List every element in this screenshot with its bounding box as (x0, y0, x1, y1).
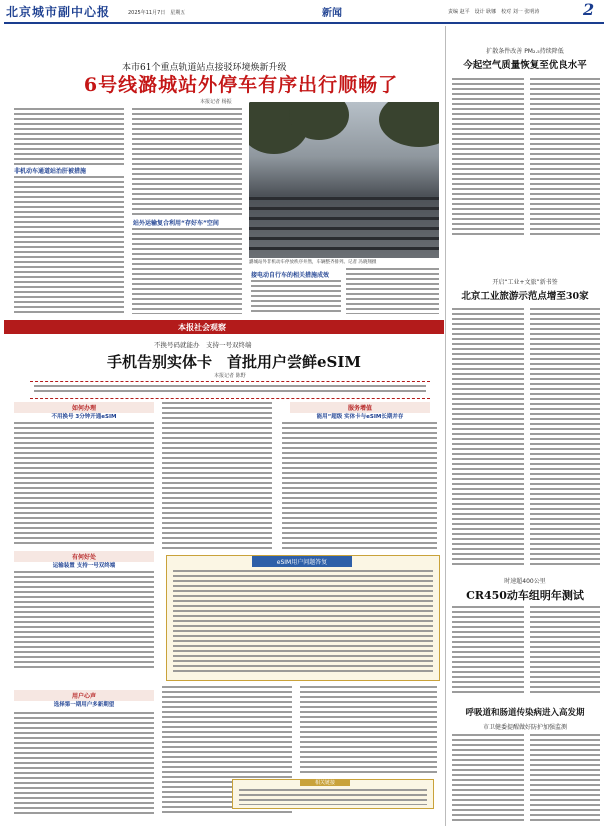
tag-how-to-sub: 不用换号 3分钟开通eSIM (51, 414, 117, 420)
body-text-block (132, 108, 242, 216)
body-text-block (14, 571, 154, 671)
body-text-block (162, 402, 272, 550)
body-text-block (452, 78, 524, 238)
body-text-block (530, 606, 600, 696)
body-text-block (346, 268, 439, 314)
station-photo (249, 102, 439, 258)
article-1-headline: 今起空气质量恢复至优良水平 (463, 60, 587, 71)
qa-box-title: eSIM用户问题答复 (252, 556, 352, 567)
body-text-block (452, 734, 524, 824)
body-text-block (14, 712, 154, 816)
main-subtitle-1: 非机动车通道站治肝被措施 (14, 168, 87, 175)
body-text-block (300, 686, 437, 774)
photo-caption: 潞城站外非机动车停放秩序井然，车辆整齐排列。记者 冯晓翔摄 (249, 260, 377, 265)
tag-user-voice: 用户心声 (14, 690, 154, 701)
body-text-block (14, 108, 124, 166)
body-text-block (530, 734, 600, 824)
body-text-block (14, 422, 154, 547)
feature-byline: 本报记者 陈野 (214, 373, 246, 379)
body-text-block (452, 308, 524, 568)
tag-user-voice-sub: 选择第一期用户多新期望 (53, 702, 115, 708)
body-text-block (530, 78, 600, 238)
body-text-block (251, 280, 341, 314)
column-divider (445, 26, 446, 826)
tag-benefits-sub: 运输装置 支持一号双终端 (52, 563, 116, 569)
editor-credits: 责编 赵平 设计 耿娜 校对 刘一 张明涛 (448, 9, 540, 15)
article-3-headline: CR450动车组明年测试 (466, 589, 584, 602)
article-3-subhead: 时速超400公里 (504, 578, 546, 585)
article-4-subhead: 市卫健委提醒做好防护加强监测 (482, 724, 567, 731)
body-text-block (282, 422, 437, 550)
body-text-block (14, 176, 124, 314)
qa-box (166, 555, 440, 681)
feature-subhead: 不换号码就能办 支持一号双终端 (154, 341, 252, 349)
page-number: 2 (583, 0, 595, 19)
body-text-block (452, 606, 524, 696)
main-byline: 本报记者 杨振 (200, 99, 232, 105)
main-subtitle-3: 接电动自行车的相关措施成效 (251, 272, 330, 279)
tag-benefits: 有何好处 (14, 551, 154, 562)
main-subtitle-2: 站外运输复合利用“存好车”空间 (133, 220, 219, 227)
tag-service: 服务增值 (290, 402, 430, 413)
section-title: 新闻 (322, 8, 342, 19)
feature-headline: 手机告别实体卡 首批用户尝鲜eSIM (107, 353, 361, 371)
main-subhead: 本市61个重点轨道站点接驳环境焕新升级 (122, 63, 287, 73)
issue-date: 2025年11月7日 星期五 (128, 10, 186, 16)
related-links-title: 相关链接 (300, 779, 350, 786)
feature-band-title: 本报社会观察 (178, 322, 226, 332)
main-headline: 6号线潞城站外停车有序出行顺畅了 (83, 74, 399, 96)
body-text-block (132, 228, 242, 314)
masthead: 北京城市副中心报 (6, 5, 111, 19)
body-text-block (530, 308, 600, 568)
article-2-headline: 北京工业旅游示范点增至30家 (461, 291, 589, 302)
article-4-headline: 呼吸道和肠道传染病进入高发期 (465, 708, 585, 718)
feature-lead (30, 381, 430, 399)
tag-service-sub: 能用“超级 实体卡与eSIM长期并存 (316, 414, 404, 420)
header-rule (4, 22, 604, 24)
tag-how-to: 如何办理 (14, 402, 154, 413)
article-2-subhead: 开启“工业+文旅”新书签 (492, 279, 558, 286)
article-1-subhead: 扩散条件改善 PM₂.₅持续降低 (486, 48, 564, 55)
